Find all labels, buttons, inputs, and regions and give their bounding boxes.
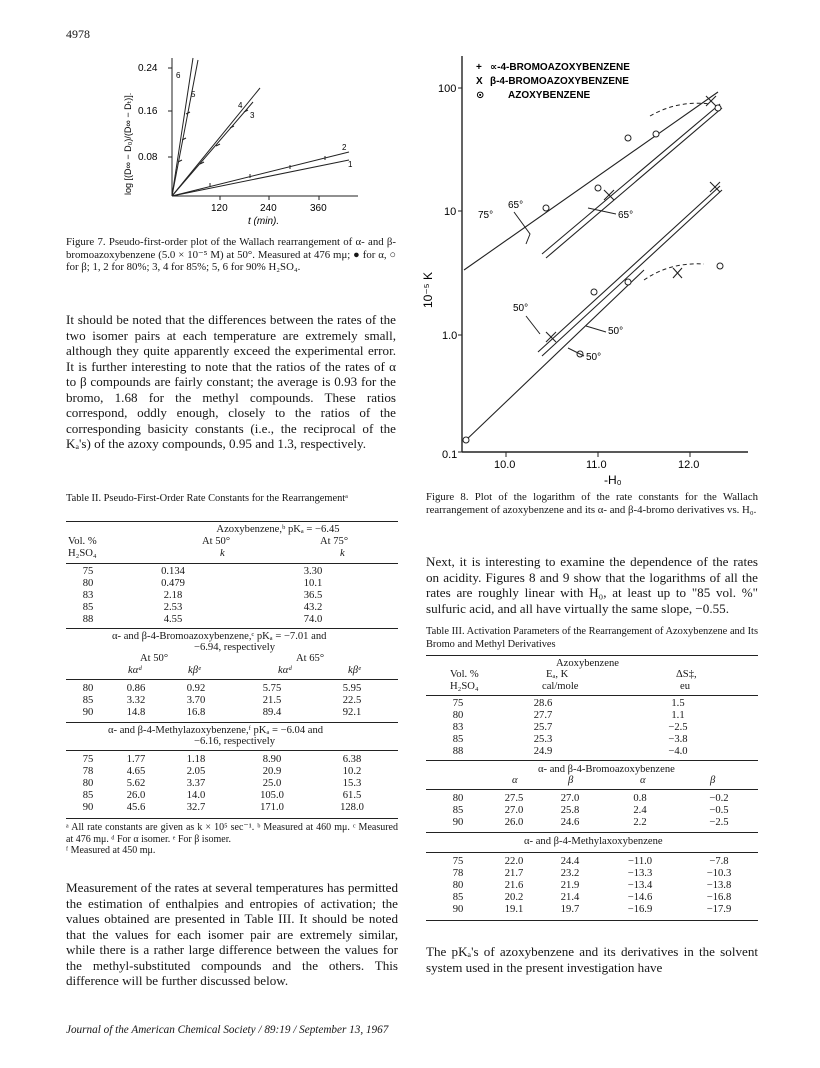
- t2-kb-65: kβᵉ: [348, 665, 361, 676]
- t3-sec1-table: [428, 698, 758, 758]
- fig8-line-bromo-65b: [546, 108, 722, 258]
- t2-sec3-cell: 45.6: [126, 802, 146, 813]
- fig8-xtick-1: 10.0: [494, 459, 516, 471]
- fig7-line-5: [172, 60, 198, 196]
- fig7-xtick-1: 120: [211, 203, 228, 214]
- t2-sec1-cell: 74.0: [303, 614, 323, 625]
- t3-col-ea-unit: cal/mole: [542, 681, 579, 692]
- t2-sec2-header: [68, 631, 398, 689]
- fig8-legend-label-2: β-4-BROMOAZOXYBENZENE: [490, 76, 629, 87]
- t3-sec2-table: [428, 793, 758, 829]
- t2-sec2-cell: 5.95: [342, 683, 362, 694]
- table-3-sec2-head-rule: [426, 789, 758, 790]
- fig8-legend-label-3: AZOXYBENZENE: [508, 90, 591, 101]
- t2-sec1-cell: 75: [82, 566, 94, 577]
- t3-sec3-cell: −7.8: [709, 856, 729, 867]
- paragraph-3: Next, it is interesting to examine the dependence of the rates on acidity. Figures 8 and 9 show that the logarithms of all the rates are roughly linear with H₀, at least up to "85 vol. %" sulfuric acid, and all have virtually the same slope, −0.55.: [426, 554, 758, 616]
- t3-sec3-cell: 19.1: [504, 904, 524, 915]
- figure-7-caption: Figure 7. Pseudo-first-order plot of the Wallach rearrangement of α- and β-bromoazoxybenzene (5.0 × 10⁻⁵ M) at 50°. Measured at 476 mμ; ● for α, ○ for β; 1, 2 for 80%; 3, 4 for 85%; 5, 6 for 90% H₂SO₄.: [66, 236, 396, 274]
- fig7-xtick-3: 360: [310, 203, 327, 214]
- t3-sec2-cell: 2.4: [633, 805, 647, 816]
- paragraph-1: It should be noted that the differences between the rates of the two isomer pairs at each temperature are extremely small, although they quite apparently exceed the experimental error. It is further interesting to note that the ratios of the rates of α to β compounds are fairly constant; the average is 0.93 for the bromo, 1.68 for the methyl compounds. These ratios correspond, oddly enough, closely to the ratios of the corresponding basicity constants (i.e., the reciprocal of the Kₐ's) of the azoxy compounds, 0.95 and 1.3, respectively.: [66, 312, 396, 451]
- t2-sec3-cell: 61.5: [342, 790, 362, 801]
- fig7-label-3: 3: [250, 111, 255, 120]
- t3-sec3-cell: 21.4: [560, 892, 580, 903]
- table-2-head-rule: [66, 563, 398, 564]
- fig8-line-bromo-65a: [542, 104, 720, 254]
- fig8-ytick-01: 0.1: [442, 449, 458, 461]
- table-2-bottom-rule: [66, 818, 398, 819]
- t3-sec2-beta1: β: [568, 775, 574, 786]
- t3-sec1-row: [428, 710, 758, 722]
- t3-sec3-cell: 78: [452, 868, 464, 879]
- t3-sec2-alpha2: α: [640, 775, 646, 786]
- t3-sec3-row: [428, 856, 758, 868]
- t2-sec2-cell: 92.1: [342, 707, 362, 718]
- table-2-sec3-rule: [66, 722, 398, 723]
- t2-col-50: At 50°: [202, 536, 231, 547]
- t2-sec3-cell: 5.62: [126, 778, 146, 789]
- journal-footer: Journal of the American Chemical Society / 89:19 / September 13, 1967: [66, 1024, 389, 1036]
- t3-sec2-cell: 27.5: [504, 793, 524, 804]
- t3-col-h2so4: H₂SO₄: [450, 681, 479, 692]
- t3-sec2-cell: 27.0: [504, 805, 524, 816]
- t2-sec3-cell: 6.38: [342, 754, 362, 765]
- t3-sec2-cell: −0.5: [709, 805, 729, 816]
- t3-col-ds: ΔS‡,: [676, 669, 697, 680]
- t2-footnote-2: ᶠ Measured at 450 mμ.: [66, 845, 156, 856]
- table-3-title: Table III. Activation Parameters of the Rearrangement of Azoxybenzene and Its Bromo and Methyl Derivatives: [426, 626, 758, 650]
- fig8-xtick-2: 11.0: [586, 459, 607, 471]
- t3-sec3-cell: −10.3: [706, 868, 732, 879]
- t2-sec3-cell: 8.90: [262, 754, 282, 765]
- t2-sec3-cell: 78: [82, 766, 94, 777]
- t3-sec2-cell: 80: [452, 793, 464, 804]
- t2-sec3-cell: 80: [82, 778, 94, 789]
- figure-8-caption: Figure 8. Plot of the logarithm of the rate constants for the Wallach rearrangement of azoxybenzene and its α- and β-4-bromo derivatives vs. H₀.: [426, 491, 758, 516]
- t3-sec2-header: [428, 764, 758, 788]
- fig8-xtick-3: 12.0: [678, 459, 700, 471]
- t3-sec2-cell: −0.2: [709, 793, 729, 804]
- fig8-legend-sym-3: ⊙: [476, 90, 485, 101]
- t3-sec1-cell: 85: [452, 734, 464, 745]
- table-2-sec3-head-rule: [66, 750, 398, 751]
- t2-sec2-cell: 0.86: [126, 683, 146, 694]
- t3-sec3-cell: 21.6: [504, 880, 524, 891]
- paragraph-2: Measurement of the rates at several temperatures has permitted the estimation of enthalpies and entropies of activation; the values obtained are presented in Table III. It should be noted that the values for each isomer pair are extremely similar, while there is a rather large difference between the values for the methyl-substituted compounds and the others. This difference will be further discussed below.: [66, 880, 398, 988]
- t2-col-h2so4: H₂SO₄: [68, 548, 97, 559]
- t2-sec2-cell: 0.92: [186, 683, 206, 694]
- t2-sec2-cell: 90: [82, 707, 94, 718]
- t2-sec3-cell: 75: [82, 754, 94, 765]
- t3-sec1-row: [428, 746, 758, 758]
- t3-sec3-row: [428, 868, 758, 880]
- t3-sec1-cell: 88: [452, 746, 464, 757]
- t3-sec1-cell: 28.6: [533, 698, 553, 709]
- t2-col-vol: Vol. %: [68, 536, 97, 547]
- t2-ka-65: kαᵈ: [278, 665, 292, 676]
- fig8-xlabel: -H₀: [604, 473, 622, 487]
- t3-sec2-cell: 0.8: [633, 793, 647, 804]
- t3-sec3-h: α- and β-4-Methylaxoxybenzene: [524, 836, 663, 847]
- t3-sec3-header: [428, 836, 758, 848]
- t2-sec3-cell: 10.2: [342, 766, 362, 777]
- t2-sec3-cell: 3.37: [186, 778, 206, 789]
- table-2-sec2-head-rule: [66, 679, 398, 680]
- t2-sec1-row: [68, 590, 388, 602]
- t2-kb-50: kβᵉ: [188, 665, 201, 676]
- fig7-xlabel: t (min).: [248, 216, 280, 227]
- fig8-legend-label-1: ∝-4-BROMOAZOXYBENZENE: [490, 62, 630, 73]
- fig7-label-4: 4: [238, 101, 243, 110]
- t2-sec3-row: [68, 766, 388, 778]
- t3-sec1-cell: 24.9: [533, 746, 553, 757]
- fig7-label-1: 1: [348, 160, 353, 169]
- t2-sec1-cell: 88: [82, 614, 94, 625]
- t3-sec3-cell: 90: [452, 904, 464, 915]
- t2-footnote-1: ᵃ All rate constants are given as k × 10⁵ sec⁻¹. ᵇ Measured at 460 mμ. ᶜ Measured at 476 mμ. ᵈ For α isomer. ᵉ For β isomer.: [66, 822, 398, 845]
- paragraph-4: The pKₐ's of azoxybenzene and its derivatives in the solvent system used in the present investigation have: [426, 944, 758, 975]
- t3-sec2-row: [428, 805, 758, 817]
- t2-sec1-cell: 83: [82, 590, 94, 601]
- t3-sec2-cell: 2.2: [633, 817, 647, 828]
- t2-sec2-row: [68, 707, 388, 719]
- t3-col-ea: Eₐ, K: [546, 669, 569, 680]
- t2-sec3-cell: 85: [82, 790, 94, 801]
- fig7-ytick-2: 0.16: [138, 106, 158, 117]
- t3-sec3-cell: −17.9: [706, 904, 732, 915]
- t3-sec1-cell: 1.5: [671, 698, 685, 709]
- t2-sec1-row: [68, 566, 388, 578]
- t3-sec2-cell: 26.0: [504, 817, 524, 828]
- table-2: [68, 524, 398, 564]
- t2-col-75: At 75°: [320, 536, 349, 547]
- table-2-title: [66, 493, 396, 506]
- table-3-bottom-rule: [426, 920, 758, 921]
- fig8-temp-50a: 50°: [513, 303, 529, 314]
- fig8-ylabel: 10⁻⁵ K: [421, 272, 435, 308]
- t2-sec2-row: [68, 683, 388, 695]
- fig7-label-2: 2: [342, 143, 347, 152]
- t3-sec3-row: [428, 892, 758, 904]
- t3-sec2-cell: 90: [452, 817, 464, 828]
- t3-sec3-cell: 20.2: [504, 892, 524, 903]
- t3-sec2-cell: 25.8: [560, 805, 580, 816]
- t2-sec2-cell: 16.8: [186, 707, 206, 718]
- t2-sec3-cell: 1.18: [186, 754, 206, 765]
- t3-sec2-cell: 85: [452, 805, 464, 816]
- t3-sec1-cell: 83: [452, 722, 464, 733]
- t3-sec3-cell: 24.4: [560, 856, 580, 867]
- t2-sec1-cell: 4.55: [163, 614, 183, 625]
- t2-sec2-cell: 3.32: [126, 695, 146, 706]
- fig7-ytick-3: 0.24: [138, 63, 158, 74]
- t3-sec3-cell: 80: [452, 880, 464, 891]
- t2-sec1-table: [68, 566, 388, 626]
- t2-sec1-cell: 43.2: [303, 602, 323, 613]
- t2-sec2-h2: −6.94, respectively: [194, 642, 275, 653]
- fig8-temp-65a: 65°: [508, 200, 524, 211]
- t2-sec3-cell: 105.0: [260, 790, 284, 801]
- t3-sec2-cell: −2.5: [709, 817, 729, 828]
- t2-ka-50: kαᵈ: [128, 665, 142, 676]
- t3-sec1-cell: −3.8: [668, 734, 688, 745]
- t2-sec3-cell: 20.9: [262, 766, 282, 777]
- t3-sec3-cell: −13.3: [627, 868, 653, 879]
- t2-sec1-row: [68, 602, 388, 614]
- t2-sec3-cell: 171.0: [260, 802, 284, 813]
- figure-7-plot: [120, 50, 380, 230]
- t3-col-vol: Vol. %: [450, 669, 479, 680]
- t3-sec3-cell: −14.6: [627, 892, 653, 903]
- t3-sec3-cell: 21.9: [560, 880, 580, 891]
- fig8-legend-sym-2: X: [476, 76, 483, 87]
- t2-sec1-cell: 36.5: [303, 590, 323, 601]
- t3-sec3-cell: 19.7: [560, 904, 580, 915]
- t2-sec3-cell: 15.3: [342, 778, 362, 789]
- t3-sec2-beta2: β: [710, 775, 716, 786]
- table-2-sec2-rule: [66, 628, 398, 629]
- t3-sec3-cell: 75: [452, 856, 464, 867]
- fig8-line-azoxy-50: [464, 270, 644, 442]
- t2-sec2-h1: α- and β-4-Bromoazoxybenzene,ᶜ pKₐ = −7.01 and: [112, 631, 327, 642]
- t2-sec3-row: [68, 790, 388, 802]
- t3-sec1-cell: 1.1: [671, 710, 685, 721]
- t3-sec1-cell: 27.7: [533, 710, 553, 721]
- t2-sec2-cell: 21.5: [262, 695, 282, 706]
- t3-sec1-cell: −2.5: [668, 722, 688, 733]
- table-2-footnote: [66, 822, 398, 857]
- t2-sec3-cell: 4.65: [126, 766, 146, 777]
- table-3-header: [428, 658, 758, 698]
- t3-sec1-cell: 75: [452, 698, 464, 709]
- t2-sec3-table: [68, 754, 388, 814]
- t3-sec2-cell: 27.0: [560, 793, 580, 804]
- fig7-label-5: 5: [191, 90, 196, 99]
- t3-sec3-cell: 85: [452, 892, 464, 903]
- fig7-xtick-2: 240: [260, 203, 277, 214]
- t2-sec2-cell: 80: [82, 683, 94, 694]
- t3-sec1-header: Azoxybenzene: [556, 658, 619, 669]
- t3-sec3-cell: −13.8: [706, 880, 732, 891]
- t2-sec3-row: [68, 754, 388, 766]
- table-3-sec3-rule: [426, 832, 758, 833]
- t2-sec3-cell: 32.7: [186, 802, 206, 813]
- t2-sec1-cell: 10.1: [303, 578, 323, 589]
- t2-sec2-cell: 22.5: [342, 695, 362, 706]
- t3-sec3-cell: 22.0: [504, 856, 524, 867]
- t2-sec2-table: [68, 683, 388, 719]
- fig8-temp-75: 75°: [478, 210, 494, 221]
- t2-sec1-cell: 85: [82, 602, 94, 613]
- t2-sec2-cell: 89.4: [262, 707, 282, 718]
- t2-sec2-cell: 14.8: [126, 707, 146, 718]
- t2-sec1-row: [68, 614, 388, 626]
- fig7-ylabel: log [(D∞ − D₀)/(D∞ − Dₜ)].: [123, 92, 133, 195]
- t3-sec1-cell: 25.7: [533, 722, 553, 733]
- t2-sec3-row: [68, 802, 388, 814]
- table-3-sec2-rule: [426, 760, 758, 761]
- t2-sec3-cell: 2.05: [186, 766, 206, 777]
- table-3-head-rule: [426, 695, 758, 696]
- fig7-line-2: [172, 152, 349, 196]
- t2-sec3-row: [68, 778, 388, 790]
- t2-sec1-row: [68, 578, 388, 590]
- t2-sec1-cell: 0.134: [161, 566, 185, 577]
- fig8-ytick-100: 100: [438, 83, 457, 95]
- t2-sec2-cell: 85: [82, 695, 94, 706]
- fig7-line-4: [172, 88, 260, 196]
- fig7-label-6: 6: [176, 71, 181, 80]
- t2-sec3-cell: 26.0: [126, 790, 146, 801]
- t2-sec3-cell: 90: [82, 802, 94, 813]
- fig8-ytick-10: 10: [444, 206, 457, 218]
- t2-sec1-cell: 2.53: [163, 602, 183, 613]
- t3-sec2-cell: 24.6: [560, 817, 580, 828]
- t3-col-ds-unit: eu: [680, 681, 690, 692]
- t2-sec3-cell: 128.0: [340, 802, 364, 813]
- t2-sec3-cell: 14.0: [186, 790, 206, 801]
- t3-sec3-cell: 23.2: [560, 868, 580, 879]
- t3-sec3-cell: 21.7: [504, 868, 524, 879]
- t2-sec2-cell: 3.70: [186, 695, 206, 706]
- t2-sec1-header: Azoxybenzene,ᵇ pKₐ = −6.45: [216, 524, 340, 535]
- table-3-top-rule: [426, 655, 758, 656]
- fig8-dash-75: [650, 103, 710, 116]
- table-3-sec3-head-rule: [426, 852, 758, 853]
- t2-sec2-at50: At 50°: [140, 653, 169, 664]
- page-number: 4978: [66, 27, 90, 41]
- t2-sec1-cell: 3.30: [303, 566, 323, 577]
- t3-sec1-row: [428, 722, 758, 734]
- t2-sec3-cell: 1.77: [126, 754, 146, 765]
- t2-sec3-cell: 25.0: [262, 778, 282, 789]
- fig8-temp-65b: 65°: [618, 210, 634, 221]
- figure-8-plot: [418, 48, 768, 488]
- t2-sec1-cell: 0.479: [161, 578, 185, 589]
- fig8-temp-50b: 50°: [608, 326, 624, 337]
- t3-sec2-h: α- and β-4-Bromoazoxybenzene: [538, 764, 675, 775]
- t2-sec3-header: [68, 725, 398, 749]
- t3-sec3-cell: −16.9: [627, 904, 653, 915]
- fig8-legend-sym-1: +: [476, 62, 482, 73]
- table-2-top-rule: [66, 521, 398, 522]
- t3-sec1-cell: −4.0: [668, 746, 688, 757]
- fig7-ytick-1: 0.08: [138, 152, 158, 163]
- t3-sec3-cell: −11.0: [627, 856, 653, 867]
- t2-sec3-h1: α- and β-4-Methylazoxybenzene,ᶠ pKₐ = −6.04 and: [108, 725, 324, 736]
- table-2-title-text: Table II. Pseudo-First-Order Rate Constants for the Rearrangementᵃ: [66, 493, 349, 504]
- t2-sec2-at65: At 65°: [296, 653, 325, 664]
- t3-sec3-cell: −16.8: [706, 892, 732, 903]
- t2-col-k2: k: [340, 548, 345, 559]
- t2-col-k1: k: [220, 548, 225, 559]
- t2-sec2-cell: 5.75: [262, 683, 282, 694]
- t3-sec1-cell: 25.3: [533, 734, 553, 745]
- fig8-ytick-1: 1.0: [442, 330, 458, 342]
- t3-sec1-cell: 80: [452, 710, 464, 721]
- t2-sec1-cell: 2.18: [163, 590, 183, 601]
- fig8-temp-50c: 50°: [586, 352, 602, 363]
- t2-sec1-cell: 80: [82, 578, 94, 589]
- t3-sec2-row: [428, 793, 758, 805]
- t2-sec3-h2: −6.16, respectively: [194, 736, 275, 747]
- t3-sec1-row: [428, 734, 758, 746]
- t3-sec3-row: [428, 904, 758, 916]
- t3-sec3-cell: −13.4: [627, 880, 653, 891]
- t3-sec2-row: [428, 817, 758, 829]
- fig8-line-azoxy-75: [464, 92, 718, 270]
- t3-sec3-row: [428, 880, 758, 892]
- t2-sec2-row: [68, 695, 388, 707]
- t3-sec2-alpha1: α: [512, 775, 518, 786]
- t3-sec1-row: [428, 698, 758, 710]
- t3-sec3-table: [428, 856, 758, 916]
